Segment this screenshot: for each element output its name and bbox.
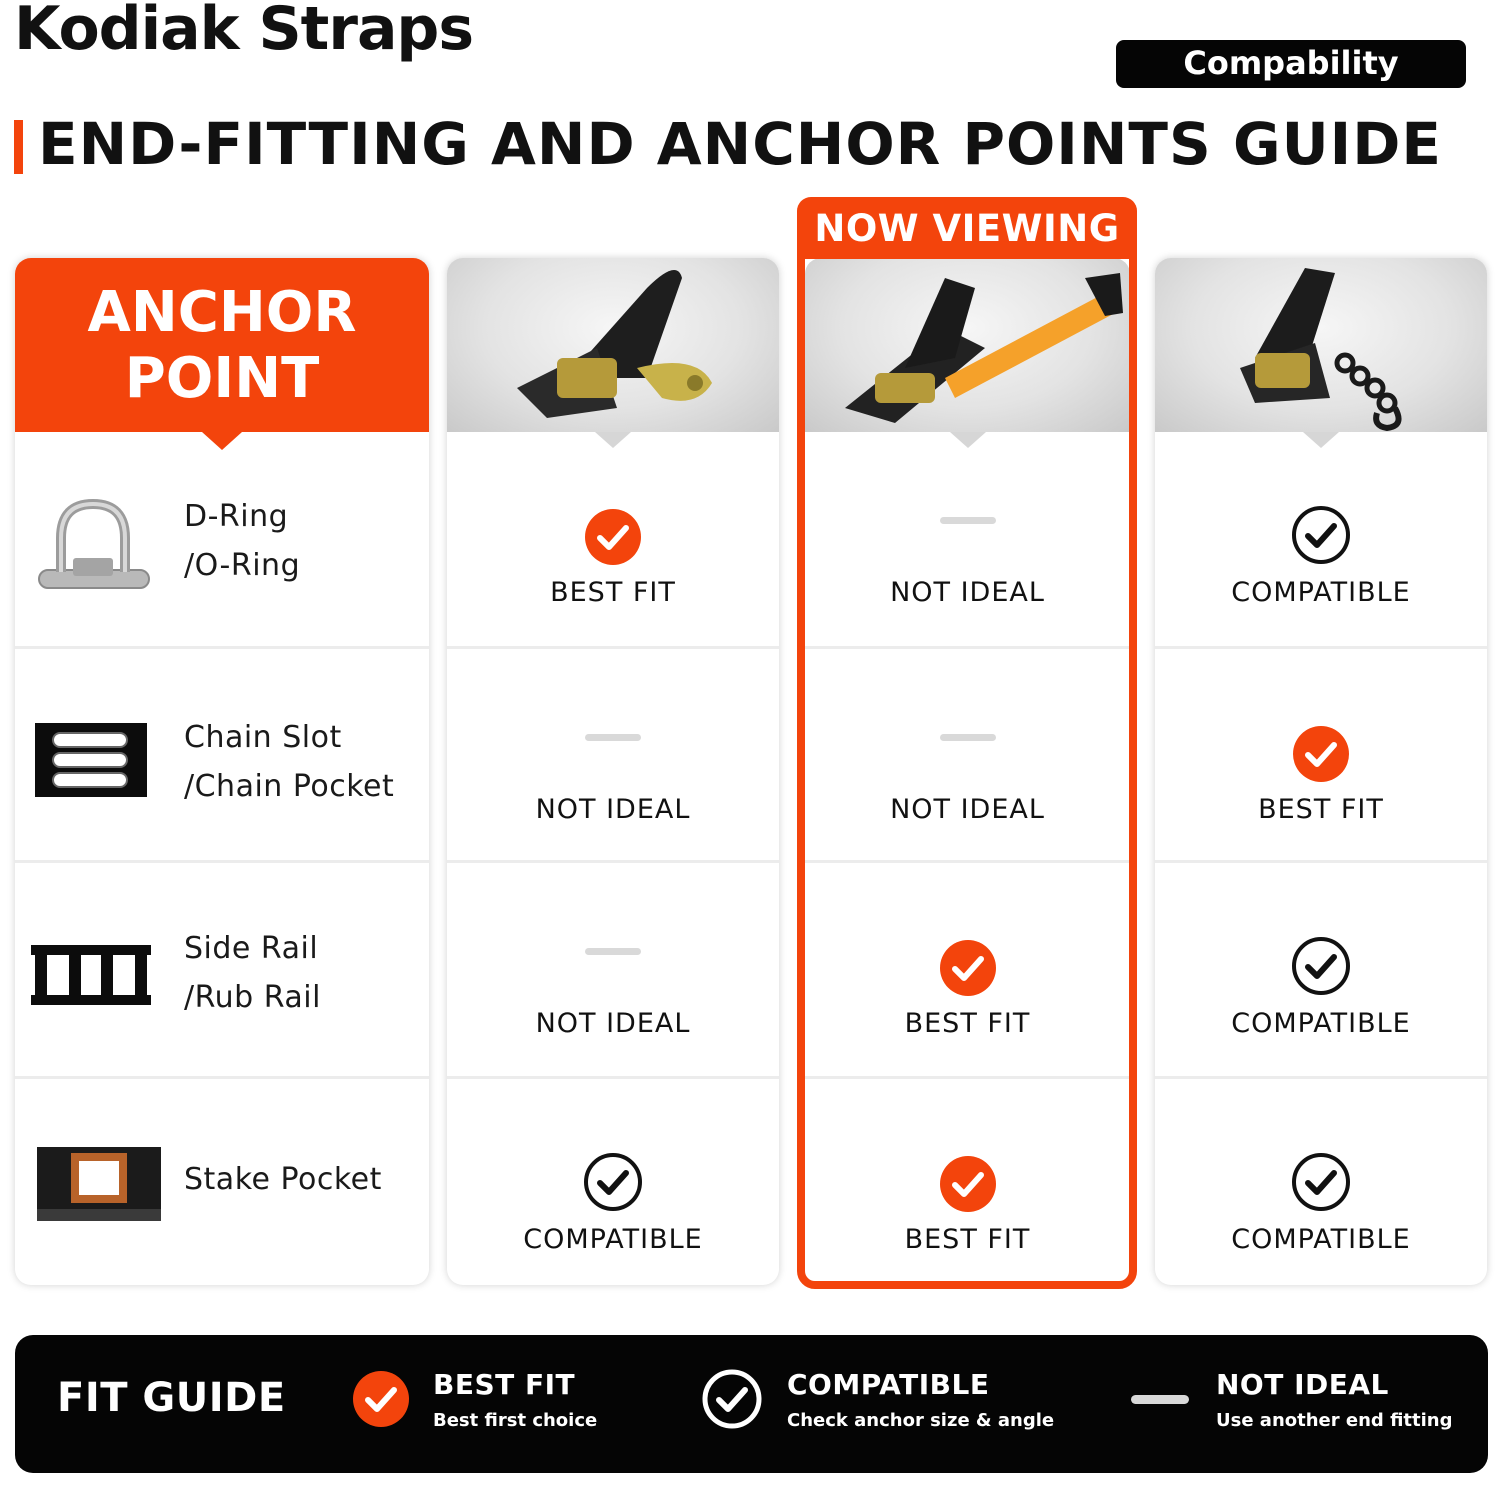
anchor-row-d-ring [15,432,429,646]
chain-slot-icon [33,721,149,799]
brand-logo: Kodiak Straps [14,0,474,64]
rating-label: NOT IDEAL [535,794,691,825]
product-column-snap-hook [447,258,779,1285]
best-fit-icon [585,509,641,565]
rating-label: BEST FIT [904,1224,1031,1255]
rating-label: COMPATIBLE [1231,1008,1411,1039]
rating-cell [447,1079,779,1285]
legend-compatible-desc: Check anchor size & angle [787,1410,1055,1431]
compatible-icon [1291,936,1351,996]
fit-guide-legend [15,1335,1488,1473]
rating-label: COMPATIBLE [1231,577,1411,608]
rating-label: COMPATIBLE [1231,1224,1411,1255]
anchor-header-line1: ANCHOR [87,280,357,345]
ratchet-chain-hook-icon [1155,258,1487,432]
rating-label: NOT IDEAL [535,1008,691,1039]
compatible-icon [583,1152,643,1212]
rating-cell [1155,432,1487,646]
product-column-chain-hook [1155,258,1487,1285]
rating-cell [1155,863,1487,1076]
rating-label: BEST FIT [1258,794,1384,825]
side-rail-icon [29,943,153,1007]
legend-not-ideal-desc: Use another end fitting [1216,1410,1453,1431]
compatible-icon [701,1368,763,1430]
anchor-label-chain-slot [184,713,394,811]
anchor-point-column [15,258,429,1285]
anchor-row-stake-pocket [15,1079,429,1285]
rating-cell [447,432,779,646]
compatible-icon [1291,1152,1351,1212]
anchor-label-side-rail [184,924,321,1022]
rating-cell [1155,1079,1487,1285]
ratchet-snap-hook-image [447,258,779,432]
now-viewing-frame [797,197,1137,1289]
ratchet-snap-hook-icon [447,258,779,432]
legend-compatible-name: COMPATIBLE [787,1368,990,1401]
rating-cell [1155,649,1487,860]
not-ideal-icon [585,948,641,955]
compatible-icon [1291,505,1351,565]
title-accent-bar [14,120,23,174]
rating-label: NOT IDEAL [890,577,1045,608]
anchor-label-line2: /O-Ring [184,548,301,583]
not-ideal-icon [585,734,641,741]
legend-best-fit-name: BEST FIT [433,1368,576,1401]
d-ring-icon [33,498,153,598]
fit-guide-title: FIT GUIDE [57,1375,286,1421]
best-fit-icon [1293,726,1349,782]
anchor-label-line1: D-Ring [184,499,289,534]
rating-label: NOT IDEAL [890,794,1045,825]
stake-pocket-icon [35,1145,163,1223]
anchor-point-header [15,258,429,432]
anchor-label-stake-pocket [184,1155,382,1204]
legend-not-ideal-name: NOT IDEAL [1216,1368,1389,1401]
anchor-label-line2: /Chain Pocket [184,769,395,804]
anchor-label-d-ring [184,492,300,590]
best-fit-icon [352,1370,410,1428]
rating-cell [447,863,779,1076]
not-ideal-icon [1131,1395,1189,1404]
now-viewing-tab: NOW VIEWING [797,197,1137,259]
anchor-row-side-rail [15,863,429,1076]
rating-label: COMPATIBLE [523,1224,703,1255]
anchor-row-chain-slot [15,649,429,860]
anchor-header-line2: POINT [124,346,320,411]
ratchet-chain-hook-image [1155,258,1487,432]
rating-label: BEST FIT [550,577,676,608]
compatibility-badge: Compability [1116,40,1466,88]
anchor-label-line1: Chain Slot [184,720,342,755]
anchor-label-line1: Stake Pocket [184,1162,382,1197]
rating-label: BEST FIT [904,1008,1031,1039]
page-title: END-FITTING AND ANCHOR POINTS GUIDE [38,110,1443,178]
legend-best-fit-desc: Best first choice [433,1410,598,1431]
anchor-label-line1: Side Rail [184,931,319,966]
anchor-label-line2: /Rub Rail [184,980,321,1015]
rating-cell [447,649,779,860]
